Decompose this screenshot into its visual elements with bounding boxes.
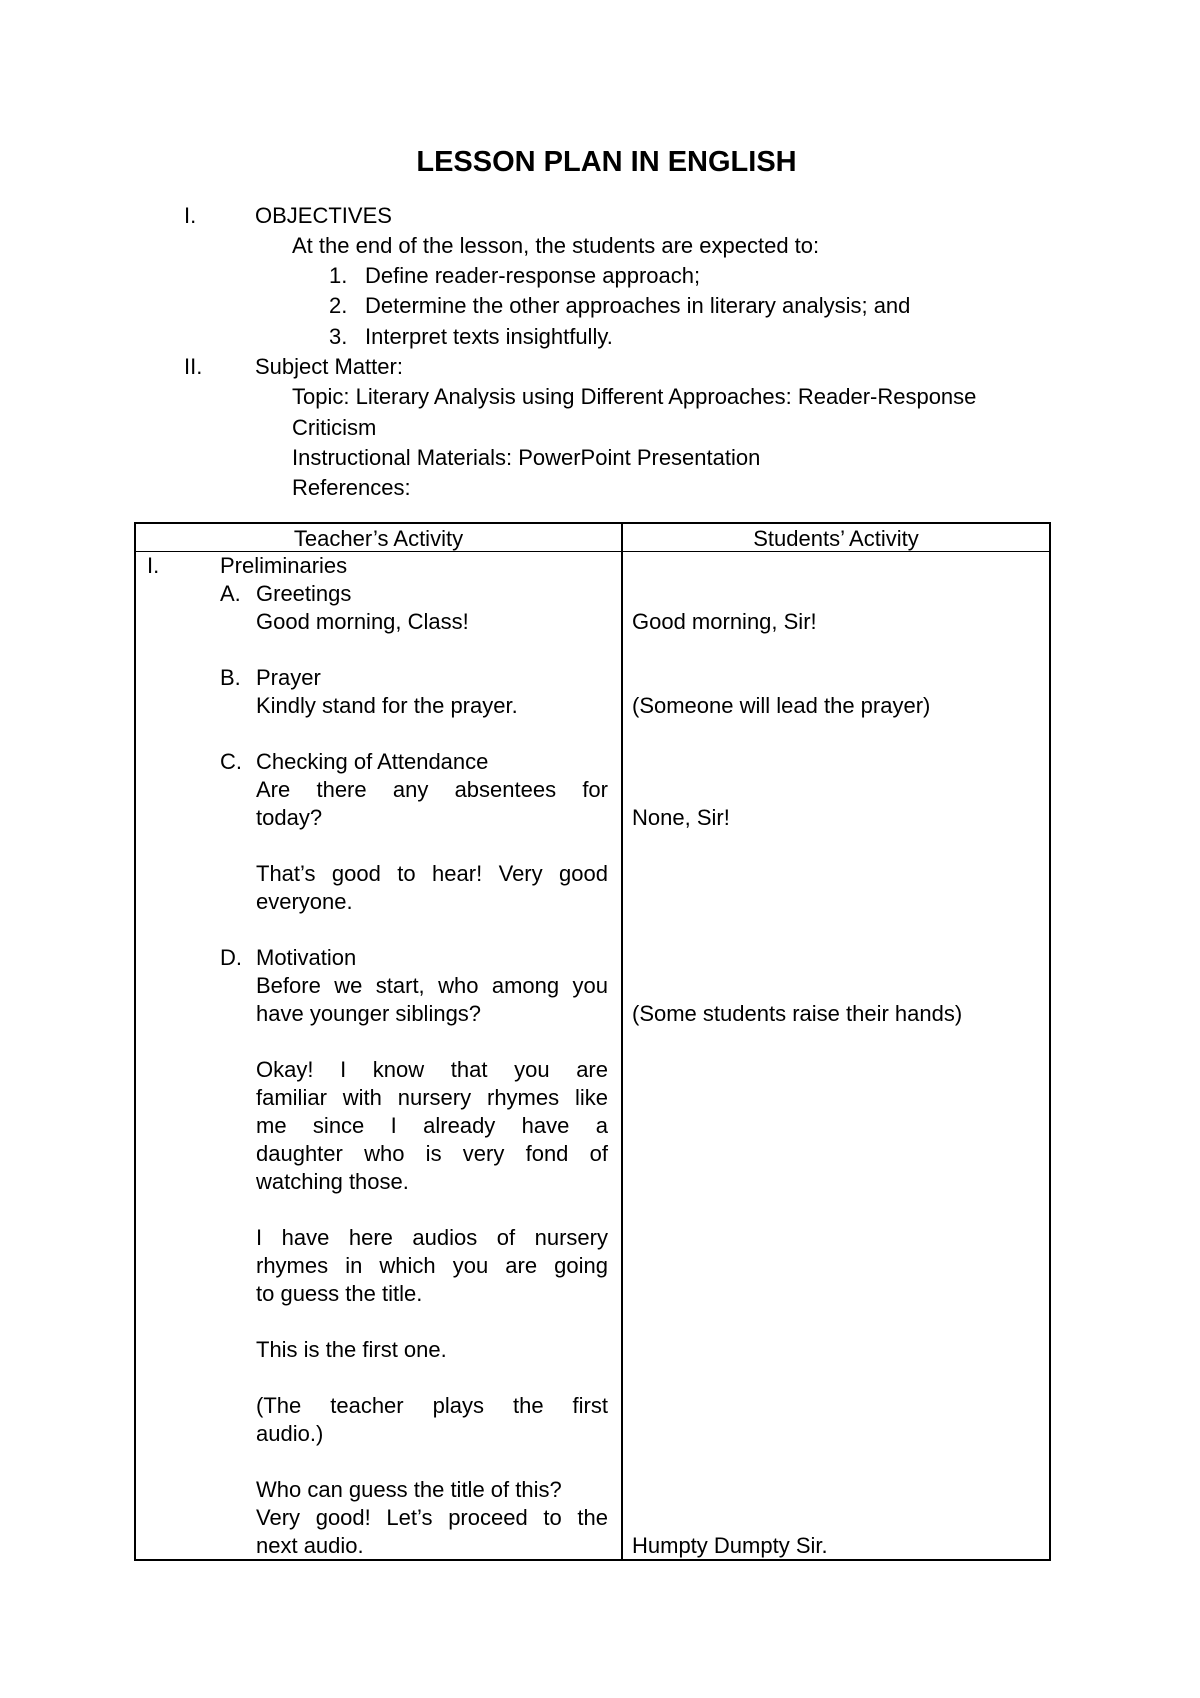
section-title: Preliminaries	[220, 553, 348, 578]
teacher-line: That’s good to hear! Very good	[256, 861, 608, 886]
teacher-line: audio.)	[256, 1421, 324, 1446]
instructional-materials: Instructional Materials: PowerPoint Presentation	[292, 445, 761, 470]
objective-number: 3.	[329, 324, 348, 349]
teacher-line: watching those.	[256, 1169, 409, 1194]
teacher-line: (The teacher plays the first	[256, 1393, 608, 1418]
teacher-line: Good morning, Class!	[256, 609, 469, 634]
teacher-line: next audio.	[256, 1533, 364, 1558]
students-activity-header: Students’ Activity	[753, 526, 919, 551]
student-response: Good morning, Sir!	[632, 609, 817, 634]
teacher-line: to guess the title.	[256, 1281, 423, 1306]
subsection-title: Greetings	[256, 581, 352, 606]
teacher-activity-header: Teacher’s Activity	[293, 526, 464, 551]
objective-number: 2.	[329, 293, 348, 318]
student-response: (Some students raise their hands)	[632, 1001, 963, 1026]
teacher-line: everyone.	[256, 889, 353, 914]
subject-matter-numeral: II.	[184, 354, 203, 379]
topic-line: Topic: Literary Analysis using Different Approaches: Reader-Response	[292, 384, 977, 409]
subject-matter-heading: Subject Matter:	[255, 354, 403, 379]
teacher-line: Are there any absentees for	[256, 777, 608, 802]
student-response: (Someone will lead the prayer)	[632, 693, 931, 718]
teacher-line: today?	[256, 805, 323, 830]
teacher-line: Very good! Let’s proceed to the	[256, 1505, 608, 1530]
teacher-line: daughter who is very fond of	[256, 1141, 608, 1166]
topic-line: Criticism	[292, 415, 377, 440]
teacher-line: Before we start, who among you	[256, 973, 608, 998]
subsection-letter: D.	[220, 945, 242, 970]
objectives-numeral: I.	[184, 203, 197, 228]
student-response: Humpty Dumpty Sir.	[632, 1533, 828, 1558]
column-divider	[621, 524, 623, 1559]
subsection-letter: B.	[220, 665, 241, 690]
teacher-line: I have here audios of nursery	[256, 1225, 608, 1250]
section-numeral: I.	[147, 553, 160, 578]
objectives-heading: OBJECTIVES	[255, 203, 392, 228]
subsection-title: Motivation	[256, 945, 357, 970]
objective-number: 1.	[329, 263, 348, 288]
references: References:	[292, 475, 411, 500]
teacher-line: This is the first one.	[256, 1337, 447, 1362]
teacher-line: familiar with nursery rhymes like	[256, 1085, 608, 1110]
objectives-intro: At the end of the lesson, the students are expected to:	[292, 233, 820, 258]
teacher-line: Kindly stand for the prayer.	[256, 693, 518, 718]
page-title: LESSON PLAN IN ENGLISH	[416, 146, 797, 178]
objective-item: Determine the other approaches in literary analysis; and	[365, 293, 911, 318]
teacher-line: rhymes in which you are going	[256, 1253, 608, 1278]
teacher-line: Who can guess the title of this?	[256, 1477, 562, 1502]
teacher-line: have younger siblings?	[256, 1001, 482, 1026]
subsection-title: Checking of Attendance	[256, 749, 489, 774]
teacher-line: Okay! I know that you are	[256, 1057, 608, 1082]
subsection-letter: A.	[220, 581, 241, 606]
teacher-line: me since I already have a	[256, 1113, 608, 1138]
objective-item: Interpret texts insightfully.	[365, 324, 613, 349]
activity-table	[134, 522, 1051, 1561]
student-response: None, Sir!	[632, 805, 730, 830]
objective-item: Define reader-response approach;	[365, 263, 701, 288]
subsection-title: Prayer	[256, 665, 321, 690]
subsection-letter: C.	[220, 749, 242, 774]
